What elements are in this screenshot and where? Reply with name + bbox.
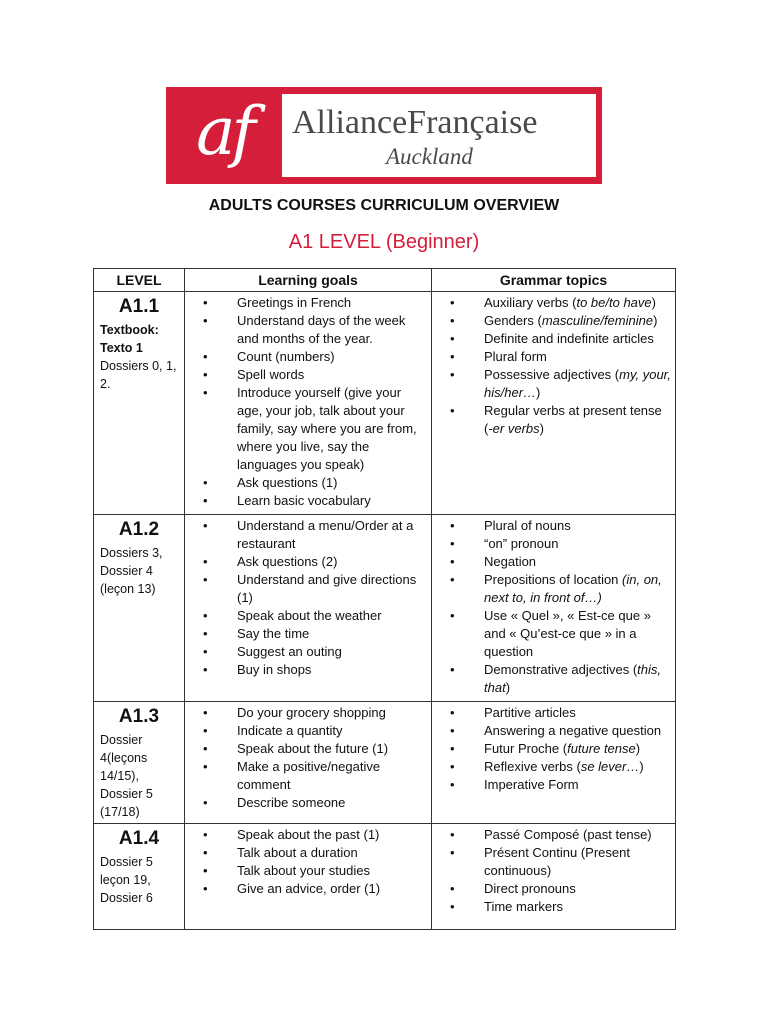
grammar-text: Answering a negative question	[484, 723, 662, 738]
grammar-text: masculine/feminine	[541, 313, 654, 328]
grammar-text: Genders (	[484, 313, 542, 328]
alliance-francaise-logo	[166, 87, 602, 184]
grammar-text: my, your, his/her…	[484, 367, 671, 400]
grammar-text: )	[539, 421, 544, 436]
grammar-text: Definite and indefinite articles	[484, 331, 654, 346]
grammar-text: )	[639, 759, 644, 774]
list-item	[450, 402, 671, 438]
table-header-row	[94, 269, 676, 292]
grammar-text: Use « Quel », « Est-ce que » and « Qu’est-ce que » in a question	[484, 608, 651, 659]
level-code: A1.3	[118, 706, 160, 727]
learning-goals-list	[185, 515, 431, 683]
learning-goals-list	[185, 702, 431, 816]
af-logo-mark: af	[196, 93, 252, 170]
grammar-text: Regular verbs at present tense (	[484, 403, 662, 436]
list-item	[450, 704, 671, 722]
list-item	[450, 366, 671, 402]
list-item	[450, 898, 671, 916]
level-code: A1.2	[118, 519, 160, 540]
grammar-text: Prepositions of location	[484, 572, 623, 587]
list-item: • Do your grocery shopping	[203, 704, 427, 722]
list-item: • Understand and give directions (1)	[203, 571, 427, 607]
list-item: • Speak about the future (1)	[203, 740, 427, 758]
learning-goals-cell	[185, 515, 432, 702]
grammar-text: Présent Continu (Present continuous)	[484, 845, 630, 878]
grammar-text: )	[653, 313, 658, 328]
grammar-topics-cell	[432, 824, 676, 930]
list-item: • Understand a menu/Order at a restaurant	[203, 517, 427, 553]
level-cell	[94, 702, 185, 824]
grammar-text: )	[536, 385, 541, 400]
grammar-topics-list	[432, 824, 675, 920]
grammar-text: Passé Composé (past tense)	[484, 827, 652, 842]
grammar-text: Direct pronouns	[484, 881, 576, 896]
list-item	[450, 758, 671, 776]
list-item	[450, 776, 671, 794]
list-item: • Ask questions (2)	[203, 553, 427, 571]
header-grammar-topics: Grammar topics	[432, 269, 676, 292]
learning-goals-cell	[185, 702, 432, 824]
list-item	[450, 553, 671, 571]
table-row	[94, 515, 676, 702]
level-note: Textbook:	[100, 323, 159, 337]
grammar-text: this, that	[484, 662, 662, 695]
grammar-text: Plural of nouns	[484, 518, 571, 533]
grammar-topics-list	[432, 515, 675, 701]
logo-name: AllianceFrançaise	[292, 104, 538, 141]
list-item	[450, 844, 671, 880]
list-item	[450, 348, 671, 366]
grammar-text: to be/to have	[576, 295, 652, 310]
grammar-text: Negation	[484, 554, 537, 569]
logo-city: Auckland	[386, 144, 473, 169]
document-title: ADULTS COURSES CURRICULUM OVERVIEW	[208, 197, 560, 214]
list-item: • Introduce yourself (give your age, your job, talk about your family, say where you are from, where you live, say the languages you speak)	[203, 384, 427, 474]
grammar-topics-list	[432, 292, 675, 442]
header-learning-goals: Learning goals	[185, 269, 432, 292]
list-item: • Speak about the past (1)	[203, 826, 427, 844]
list-item: • Say the time	[203, 625, 427, 643]
list-item: • Indicate a quantity	[203, 722, 427, 740]
grammar-text: )	[651, 295, 656, 310]
grammar-text: Auxiliary verbs (	[484, 295, 577, 310]
list-item: • Learn basic vocabulary	[203, 492, 427, 510]
list-item	[450, 607, 671, 661]
list-item	[450, 312, 671, 330]
table-row	[94, 292, 676, 515]
list-item	[450, 826, 671, 844]
level-note: Texto 1	[100, 341, 143, 355]
list-item: • Suggest an outing	[203, 643, 427, 661]
grammar-text: Plural form	[484, 349, 547, 364]
grammar-text: )	[635, 741, 641, 756]
list-item: • Greetings in French	[203, 294, 427, 312]
grammar-text: )	[505, 680, 511, 695]
level-note: Dossiers 3, Dossier 4 (leçon 13)	[100, 546, 163, 596]
grammar-text: Imperative Form	[484, 777, 579, 792]
grammar-text: “on” pronoun	[484, 536, 559, 551]
list-item	[450, 722, 671, 740]
level-cell	[94, 824, 185, 930]
list-item	[450, 535, 671, 553]
list-item: • Talk about a duration	[203, 844, 427, 862]
list-item: • Understand days of the week and months of the year.	[203, 312, 427, 348]
list-item	[450, 294, 671, 312]
grammar-topics-cell	[432, 515, 676, 702]
list-item: • Spell words	[203, 366, 427, 384]
list-item	[450, 517, 671, 535]
list-item: • Talk about your studies	[203, 862, 427, 880]
grammar-topics-cell	[432, 292, 676, 515]
grammar-text: -er verbs	[488, 421, 540, 436]
grammar-topics-cell	[432, 702, 676, 824]
learning-goals-cell	[185, 824, 432, 930]
grammar-text: Time markers	[484, 899, 563, 914]
learning-goals-list	[185, 292, 431, 514]
level-code: A1.4	[118, 828, 160, 849]
grammar-text: Demonstrative adjectives (	[484, 662, 638, 677]
grammar-text: Reflexive verbs (	[484, 759, 581, 774]
grammar-text: future tense	[567, 741, 636, 756]
grammar-text: Futur Proche (	[484, 741, 568, 756]
list-item: • Give an advice, order (1)	[203, 880, 427, 898]
level-cell	[94, 515, 185, 702]
table-row	[94, 702, 676, 824]
list-item	[450, 880, 671, 898]
learning-goals-list	[185, 824, 431, 902]
grammar-text: Possessive adjectives (	[484, 367, 620, 382]
curriculum-table	[93, 268, 676, 930]
grammar-text: Partitive articles	[484, 705, 576, 720]
list-item: • Ask questions (1)	[203, 474, 427, 492]
level-heading: A1 LEVEL (Beginner)	[288, 231, 480, 253]
list-item: • Make a positive/negative comment	[203, 758, 427, 794]
list-item	[450, 661, 671, 697]
level-note: Dossiers 0, 1, 2.	[100, 359, 177, 391]
list-item	[450, 571, 671, 607]
level-cell	[94, 292, 185, 515]
grammar-text: se lever…	[580, 759, 640, 774]
table-row	[94, 824, 676, 930]
list-item: • Count (numbers)	[203, 348, 427, 366]
level-note: Dossier 5 leçon 19, Dossier 6	[100, 855, 153, 905]
list-item	[450, 330, 671, 348]
list-item: • Buy in shops	[203, 661, 427, 679]
header-level: LEVEL	[94, 269, 185, 292]
list-item: • Speak about the weather	[203, 607, 427, 625]
level-code: A1.1	[118, 296, 160, 317]
learning-goals-cell	[185, 292, 432, 515]
grammar-text: (in, on, next to, in front of…)	[484, 572, 662, 605]
list-item: • Describe someone	[203, 794, 427, 812]
list-item	[450, 740, 671, 758]
logo-text-panel	[282, 94, 596, 177]
grammar-topics-list	[432, 702, 675, 798]
level-note: Dossier 4(leçons 14/15), Dossier 5 (17/18)	[100, 733, 153, 819]
